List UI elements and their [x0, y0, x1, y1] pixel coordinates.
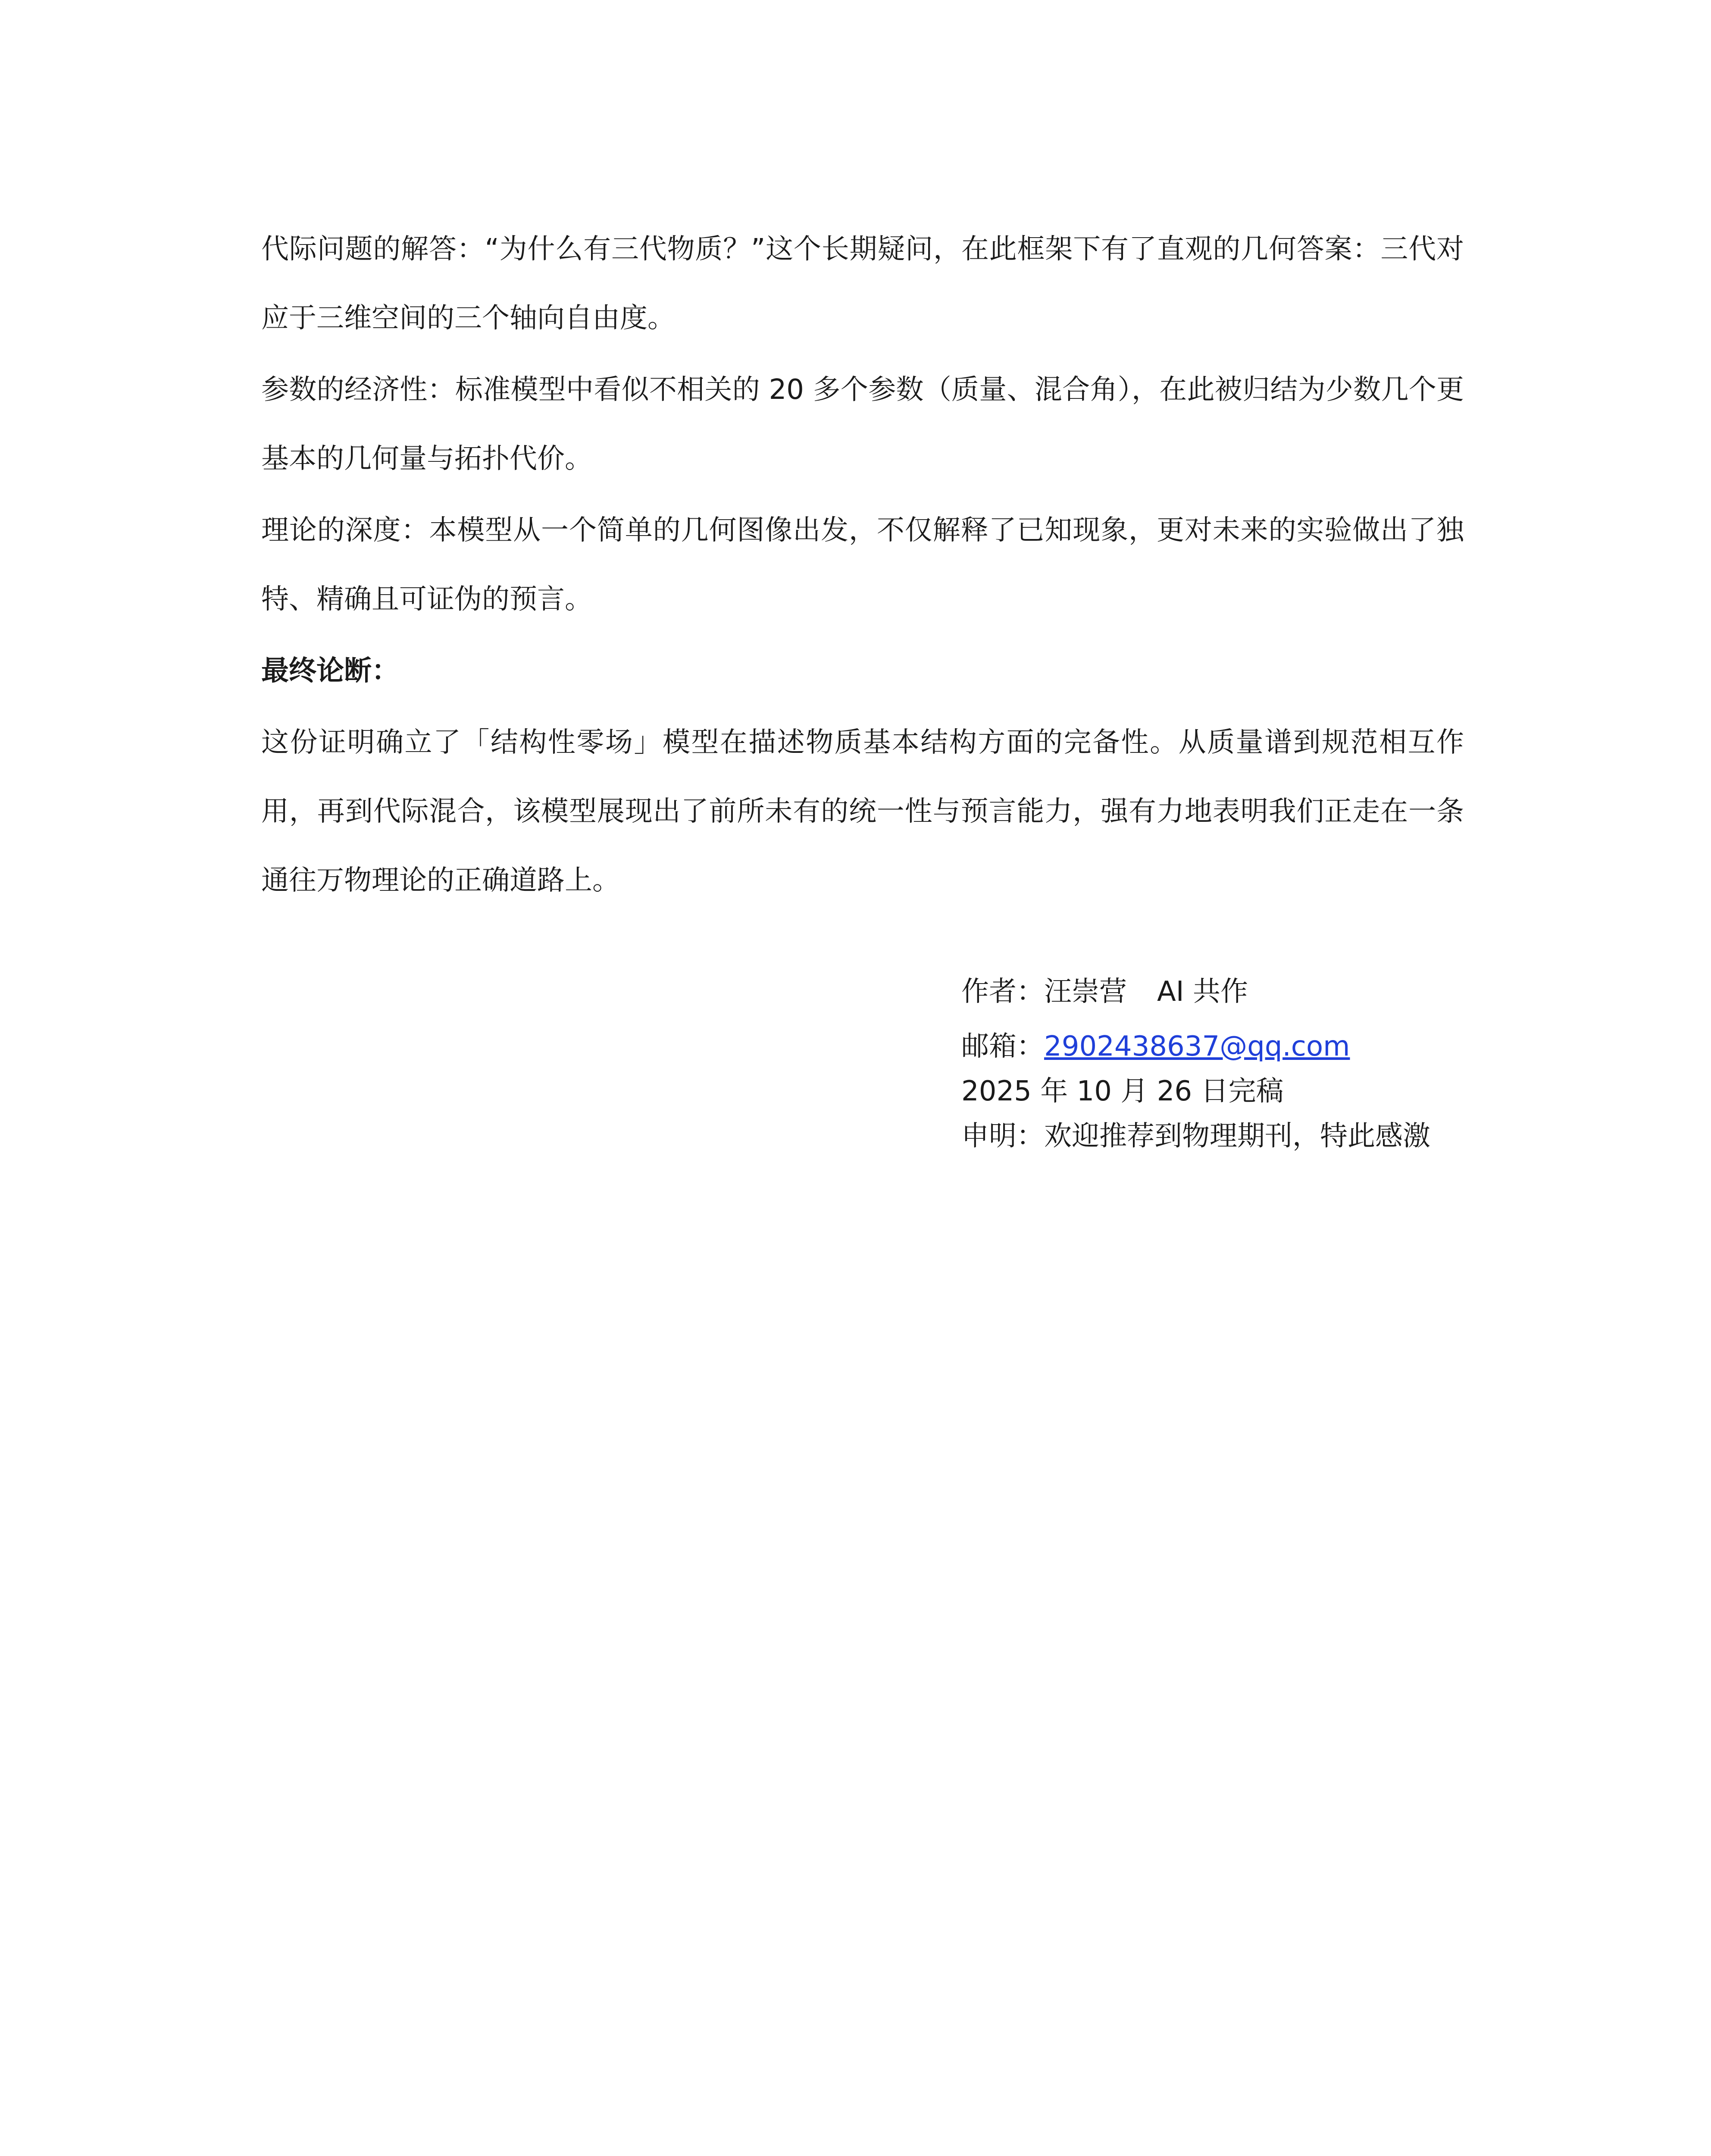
final-heading: 最终论断：: [261, 655, 399, 687]
paragraph-generations: 代际问题的解答：“为什么有三代物质？”这个长期疑问，在此框架下有了直观的几何答案：三代对应于三维空间的三个轴向自由度。: [261, 233, 1464, 334]
author-line: [961, 964, 1470, 1020]
paragraph-final: 这份证明确立了「结构性零场」模型在描述物质基本结构方面的完备性。从质量谱到规范相互作用，再到代际混合，该模型展现出了前所未有的统一性与预言能力，强有力地表明我们正走在一条通往万物理论的正确道路上。: [261, 727, 1464, 896]
paragraph-depth: 理论的深度：本模型从一个简单的几何图像出发，不仅解释了已知现象，更对未来的实验做出了独特、精确且可证伪的预言。: [261, 514, 1464, 615]
coauthor: AI 共作: [1157, 976, 1248, 1008]
statement-line: 申明：欢迎推荐到物理期刊，特此感激: [961, 1120, 1430, 1152]
email-line: [961, 1024, 1470, 1069]
email-label: 邮箱：: [961, 1031, 1044, 1062]
paragraph-parameters: 参数的经济性：标准模型中看似不相关的 20 多个参数（质量、混合角），在此被归结为少数几个更基本的几何量与拓扑代价。: [261, 374, 1464, 475]
document-body: [261, 215, 1464, 918]
date-line: 2025 年 10 月 26 日完稿: [961, 1075, 1284, 1107]
email-link[interactable]: 2902438637@qq.com: [1044, 1031, 1350, 1062]
author-name: 汪崇营: [1044, 976, 1127, 1008]
author-label: 作者：: [961, 976, 1044, 1008]
signature-block: [961, 964, 1470, 1159]
